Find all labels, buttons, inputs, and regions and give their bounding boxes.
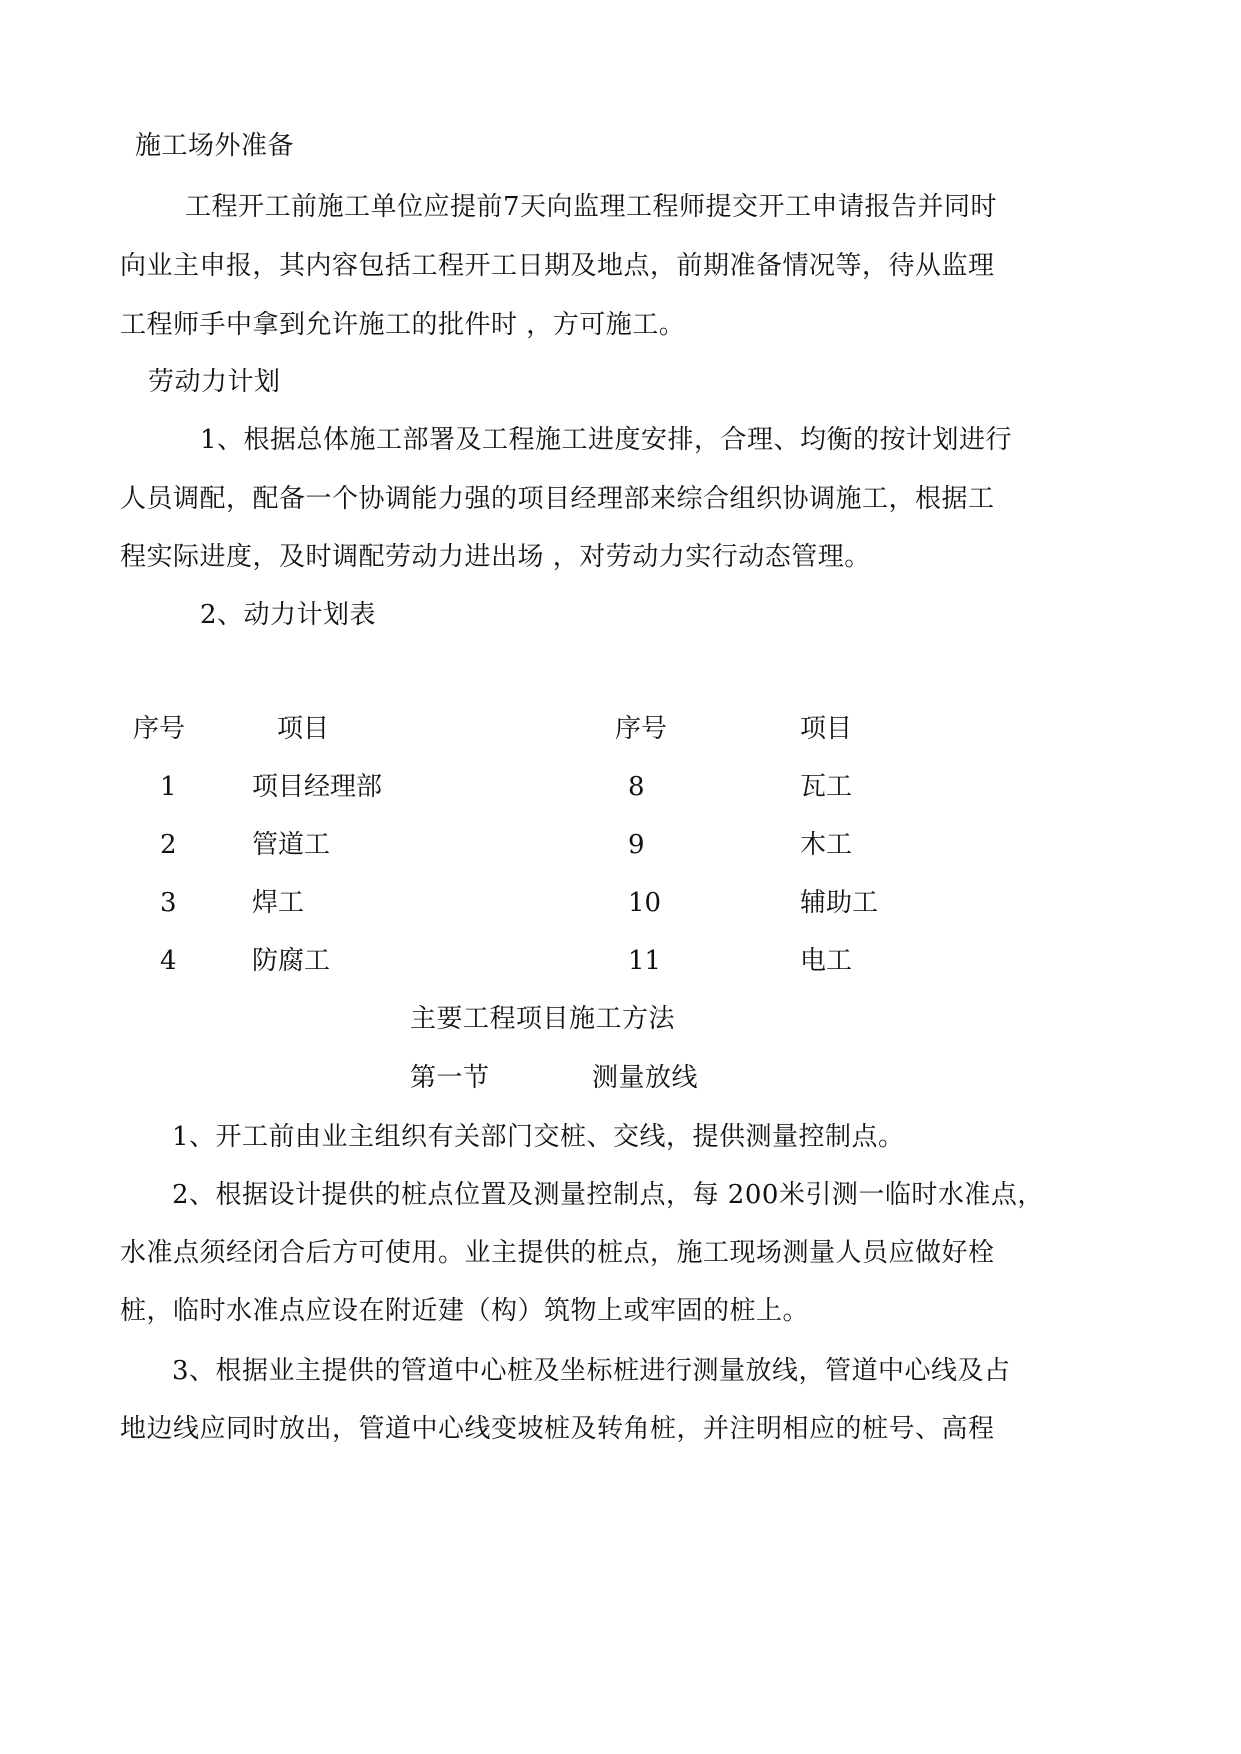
table-cell: 焊工 bbox=[252, 888, 305, 918]
paragraph-line: 程实际进度，及时调配劳动力进出场 ，对劳动力实行动态管理。 bbox=[120, 542, 871, 572]
paragraph-line: 工程开工前施工单位应提前7天向监理工程师提交开工申请报告并同时 bbox=[185, 192, 998, 222]
table-cell: 电工 bbox=[800, 946, 853, 976]
table-cell: 瓦工 bbox=[800, 772, 853, 802]
table-cell: 8 bbox=[628, 772, 645, 802]
table-header: 序号 bbox=[133, 714, 186, 744]
table-cell: 1 bbox=[160, 772, 177, 802]
section-number: 第一节 bbox=[410, 1063, 490, 1093]
table-cell: 2 bbox=[160, 830, 177, 860]
section-heading-site-prep: 施工场外准备 bbox=[135, 131, 295, 161]
paragraph-line: 1、开工前由业主组织有关部门交桩、交线，提供测量控制点。 bbox=[172, 1122, 905, 1152]
paragraph-line: 工程师手中拿到允许施工的批件时 ，方可施工。 bbox=[120, 310, 686, 340]
table-cell: 10 bbox=[628, 888, 662, 918]
paragraph-line: 水准点须经闭合后方可使用。业主提供的桩点，施工现场测量人员应做好栓 bbox=[120, 1238, 995, 1268]
section-heading-labor-plan: 劳动力计划 bbox=[148, 367, 281, 397]
table-cell: 11 bbox=[628, 946, 662, 976]
paragraph-line: 地边线应同时放出，管道中心线变坡桩及转角桩，并注明相应的桩号、高程 bbox=[120, 1414, 995, 1444]
paragraph-line: 向业主申报，其内容包括工程开工日期及地点，前期准备情况等，待从监理 bbox=[120, 251, 995, 281]
paragraph-line: 3、根据业主提供的管道中心桩及坐标桩进行测量放线，管道中心线及占 bbox=[172, 1356, 1011, 1386]
table-cell: 辅助工 bbox=[800, 888, 879, 918]
paragraph-line: 1、根据总体施工部署及工程施工进度安排，合理、均衡的按计划进行 bbox=[200, 425, 1013, 455]
chapter-title: 主要工程项目施工方法 bbox=[410, 1004, 676, 1034]
paragraph-line: 桩，临时水准点应设在附近建（构）筑物上或牢固的桩上。 bbox=[120, 1296, 810, 1326]
table-header: 项目 bbox=[800, 714, 853, 744]
table-cell: 管道工 bbox=[252, 830, 331, 860]
table-cell: 4 bbox=[160, 946, 177, 976]
paragraph-line: 人员调配，配备一个协调能力强的项目经理部来综合组织协调施工，根据工 bbox=[120, 484, 995, 514]
table-header: 项目 bbox=[277, 714, 330, 744]
table-cell: 防腐工 bbox=[252, 946, 331, 976]
table-caption: 2、动力计划表 bbox=[200, 600, 377, 630]
table-header: 序号 bbox=[615, 714, 668, 744]
table-cell: 项目经理部 bbox=[252, 772, 383, 802]
section-name: 测量放线 bbox=[592, 1063, 699, 1093]
table-cell: 木工 bbox=[800, 830, 853, 860]
paragraph-line: 2、根据设计提供的桩点位置及测量控制点，每 200米引测一临时水准点， bbox=[172, 1180, 1044, 1210]
table-cell: 9 bbox=[628, 830, 645, 860]
table-cell: 3 bbox=[160, 888, 177, 918]
